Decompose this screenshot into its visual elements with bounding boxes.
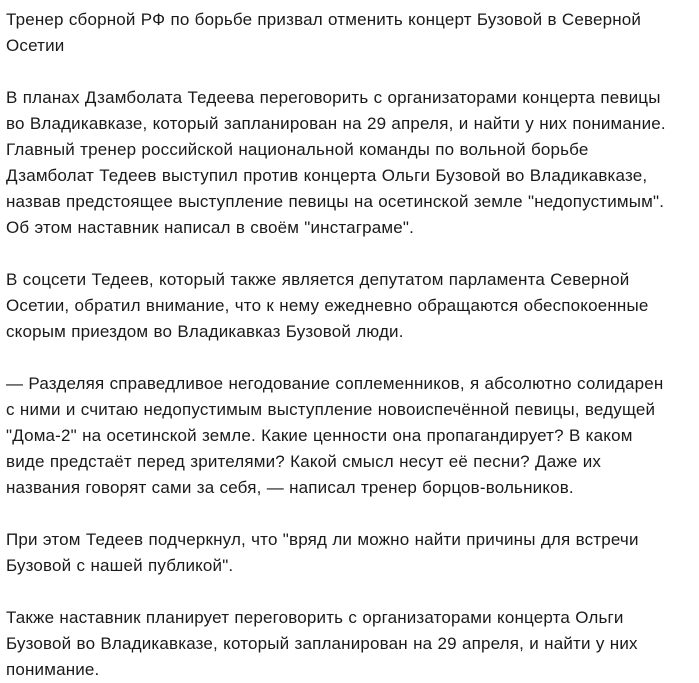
article-paragraph-4: При этом Тедеев подчеркнул, что "вряд ли можно найти причины для встречи Бузовой с нашей публикой". (6, 530, 639, 575)
article-headline: Тренер сборной РФ по борьбе призвал отменить концерт Бузовой в Северной Осетии (6, 10, 642, 55)
article-paragraph-1: В планах Дзамболата Тедеева переговорить с организаторами концерта певицы во Владикавказе, который запланирован на 29 апреля, и найти у них понимание. Главный тренер российской национальной команды по вольной борьбе Дзамболат Тедеев выступил против концерта Ольги Бузовой во Владикавказе, назвав предстоящее выступление певицы на осетинской земле "недопустимым". Об этом наставник написал в своём "инстаграме". (6, 88, 666, 237)
article-paragraph-3: — Разделяя справедливое негодование соплеменников, я абсолютно солидарен с ними и считаю недопустимым выступление новоиспечённой певицы, ведущей "Дома-2" на осетинской земле. Какие ценности она пропагандирует? В каком виде предстаёт перед зрителями? Какой смысл несут её песни? Даже их названия говорят сами за себя, — написал тренер борцов-вольников. (6, 374, 664, 497)
article-paragraph-5: Также наставник планирует переговорить с организаторами концерта Ольги Бузовой во Владикавказе, который запланирован на 29 апреля, и найти у них понимание. (6, 608, 638, 679)
article-paragraph-2: В соцсети Тедеев, который также является депутатом парламента Северной Осетии, обратил внимание, что к нему ежедневно обращаются обеспокоенные скорым приездом во Владикавказ Бузовой люди. (6, 270, 649, 341)
